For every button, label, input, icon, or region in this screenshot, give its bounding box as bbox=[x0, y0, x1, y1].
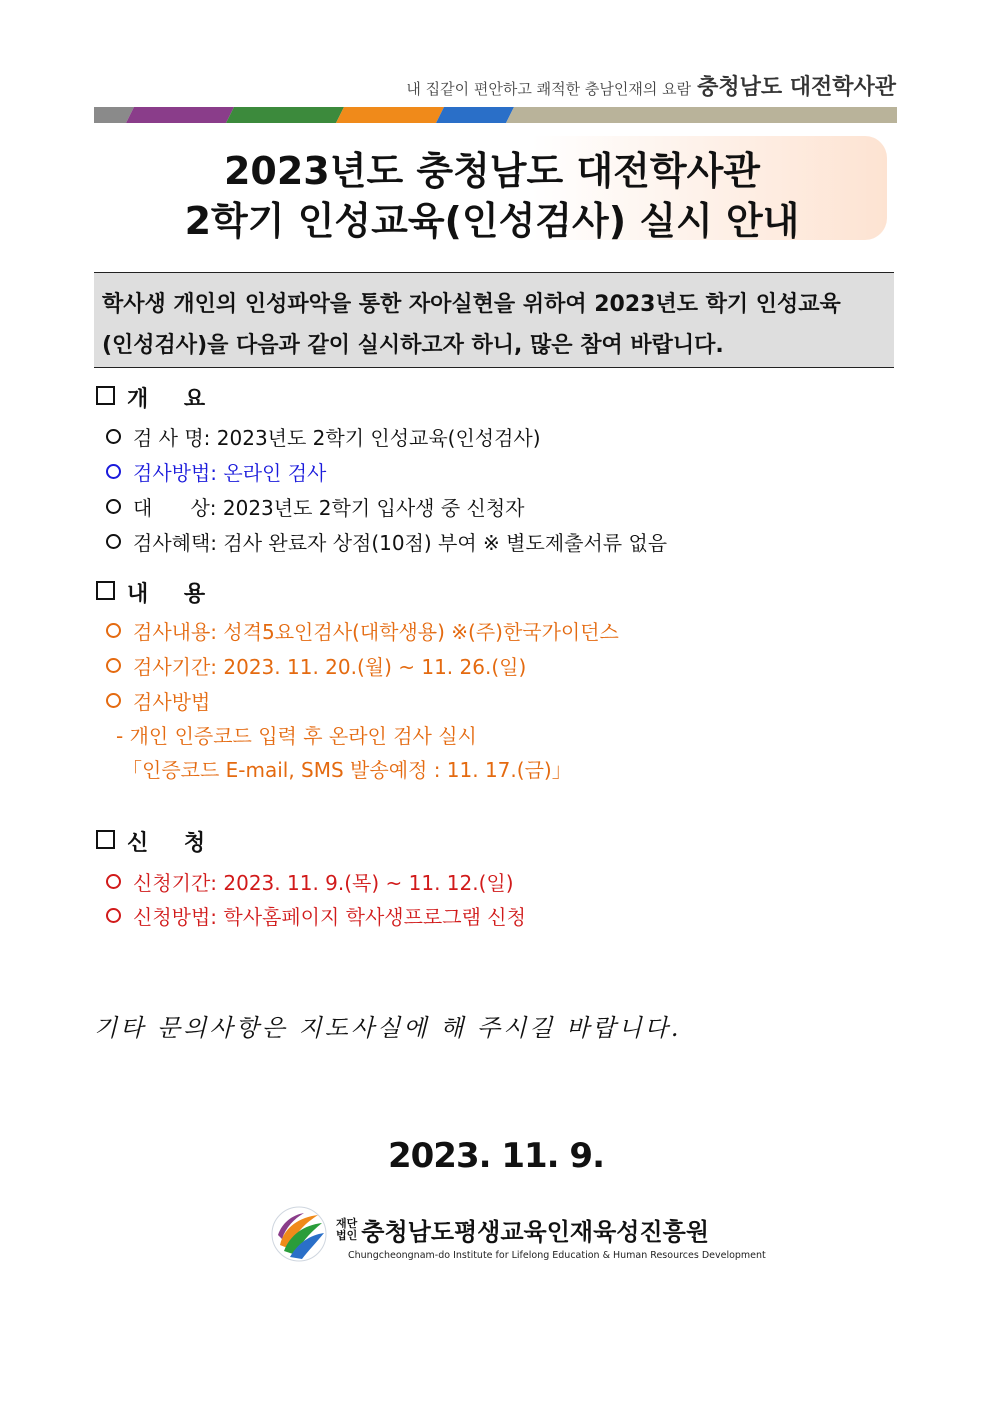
circle-bullet-icon bbox=[106, 429, 121, 444]
intro-line1: 학사생 개인의 인성파악을 통한 자아실현을 위하여 2023년도 학기 인성교육 bbox=[102, 292, 841, 317]
list-item: 검사혜택: 검사 완료자 상점(10점) 부여 ※ 별도제출서류 없음 bbox=[106, 527, 667, 556]
circle-bullet-icon bbox=[106, 874, 121, 889]
circle-bullet-icon bbox=[106, 499, 121, 514]
org-prefix: 재단 법인 bbox=[336, 1216, 358, 1242]
section-apply bbox=[96, 826, 219, 857]
page-title-line2: 2학기 인성교육(인성검사) 실시 안내 bbox=[184, 199, 800, 243]
header-tagline bbox=[406, 70, 896, 101]
checkbox-square-icon bbox=[96, 581, 115, 600]
content-sub-item: - 개인 인증코드 입력 후 온라인 검사 실시 bbox=[116, 724, 477, 748]
circle-bullet-icon bbox=[106, 623, 121, 638]
intro-line2: (인성검사)을 다음과 같이 실시하고자 하니, 많은 참여 바랍니다. bbox=[102, 333, 724, 358]
checkbox-square-icon bbox=[96, 830, 115, 849]
tagline-text: 내 집같이 편안하고 쾌적한 충남인재의 요람 bbox=[406, 80, 692, 98]
list-item: 검사방법: 온라인 검사 bbox=[106, 457, 326, 486]
document-date: 2023. 11. 9. bbox=[387, 1136, 605, 1176]
section-apply-heading: 신 청 bbox=[127, 831, 220, 856]
list-item: 대 상: 2023년도 2학기 입사생 중 신청자 bbox=[106, 492, 524, 521]
content-sub-note: 「인증코드 E-mail, SMS 발송예정 : 11. 17.(금)」 bbox=[122, 758, 572, 782]
institute-logo-icon bbox=[270, 1205, 328, 1263]
circle-bullet-icon bbox=[106, 908, 121, 923]
circle-bullet-icon bbox=[106, 534, 121, 549]
section-content-heading: 내 용 bbox=[127, 582, 220, 607]
list-item: 검사내용: 성격5요인검사(대학생용) ※(주)한국가이던스 bbox=[106, 616, 619, 645]
institute-name: 충청남도평생교육인재육성진흥원 bbox=[361, 1218, 710, 1246]
institute-english-name: Chungcheongnam-do Institute for Lifelong Education & Human Resources Development bbox=[348, 1250, 766, 1261]
circle-bullet-icon bbox=[106, 658, 121, 673]
page-title-line1: 2023년도 충청남도 대전학사관 bbox=[223, 149, 760, 193]
section-overview bbox=[96, 382, 219, 413]
list-item: 검사방법 bbox=[106, 686, 210, 715]
closing-note: 기타 문의사항은 지도사실에 해 주시길 바랍니다. bbox=[94, 1014, 682, 1042]
brand-name: 충청남도 대전학사관 bbox=[697, 75, 896, 100]
section-overview-heading: 개 요 bbox=[127, 387, 220, 412]
list-item: 검 사 명: 2023년도 2학기 인성교육(인성검사) bbox=[106, 422, 541, 451]
list-item: 신청기간: 2023. 11. 9.(목) ~ 11. 12.(일) bbox=[106, 867, 514, 896]
list-item: 신청방법: 학사홈페이지 학사생프로그램 신청 bbox=[106, 901, 526, 930]
section-content bbox=[96, 577, 219, 608]
header-color-stripe bbox=[94, 107, 897, 123]
institute-name-block bbox=[336, 1212, 709, 1247]
checkbox-square-icon bbox=[96, 386, 115, 405]
circle-bullet-icon bbox=[106, 464, 121, 479]
circle-bullet-icon bbox=[106, 693, 121, 708]
list-item: 검사기간: 2023. 11. 20.(월) ~ 11. 26.(일) bbox=[106, 651, 526, 680]
